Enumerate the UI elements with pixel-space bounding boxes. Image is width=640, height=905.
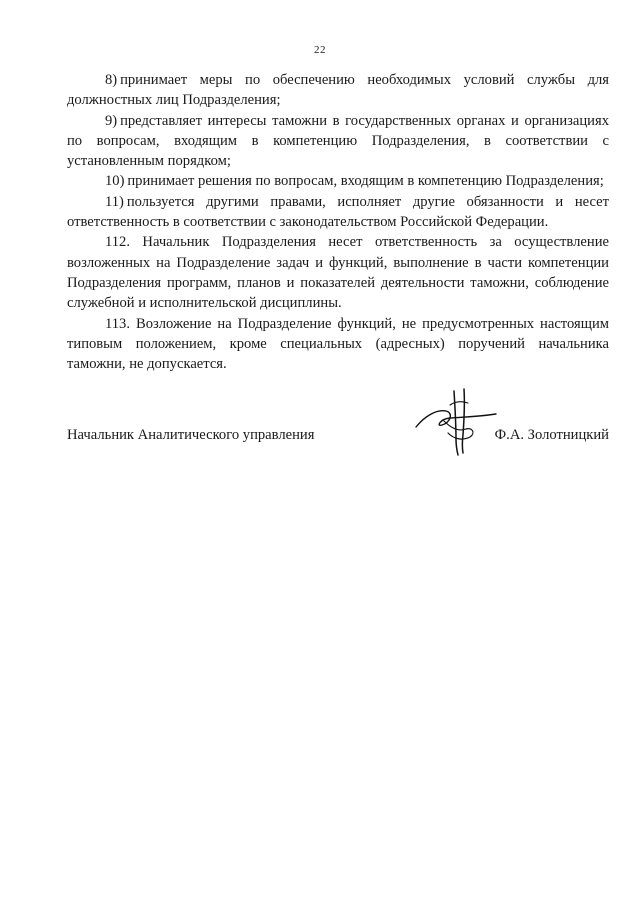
signatory-position: Начальник Аналитического управления bbox=[67, 427, 315, 443]
signature-block bbox=[67, 427, 609, 447]
signatory-name: Ф.А. Золотницкий bbox=[494, 427, 609, 443]
paragraph-item-9: 9) представляет интересы таможни в государственных органах и организациях по вопросам, входящим в компетенцию Подразделения, в соответствии с установленным порядком; bbox=[67, 112, 609, 170]
handwritten-signature bbox=[410, 387, 505, 457]
paragraph-clause-113: 113. Возложение на Подразделение функций, не предусмотренных настоящим типовым положением, кроме специальных (адресных) поручений начальника таможни, не допускается. bbox=[67, 315, 609, 373]
paragraph-item-10: 10) принимает решения по вопросам, входящим в компетенцию Подразделения; bbox=[105, 173, 604, 190]
paragraph-clause-112: 112. Начальник Подразделения несет ответственность за осуществление возложенных на Подразделение задач и функций, выполнение в части компетенции Подразделения программ, планов и показателей деятельности таможни, соблюдение служебной и исполнительской дисциплины. bbox=[67, 234, 609, 312]
paragraph-item-8: 8) принимает меры по обеспечению необходимых условий службы для должностных лиц Подразделения; bbox=[67, 72, 609, 109]
paragraph-item-11: 11) пользуется другими правами, исполняет другие обязанности и несет ответственность в соответствии с законодательством Российской Федерации. bbox=[67, 193, 609, 231]
document-body bbox=[67, 70, 609, 374]
page-number: 22 bbox=[314, 44, 326, 56]
